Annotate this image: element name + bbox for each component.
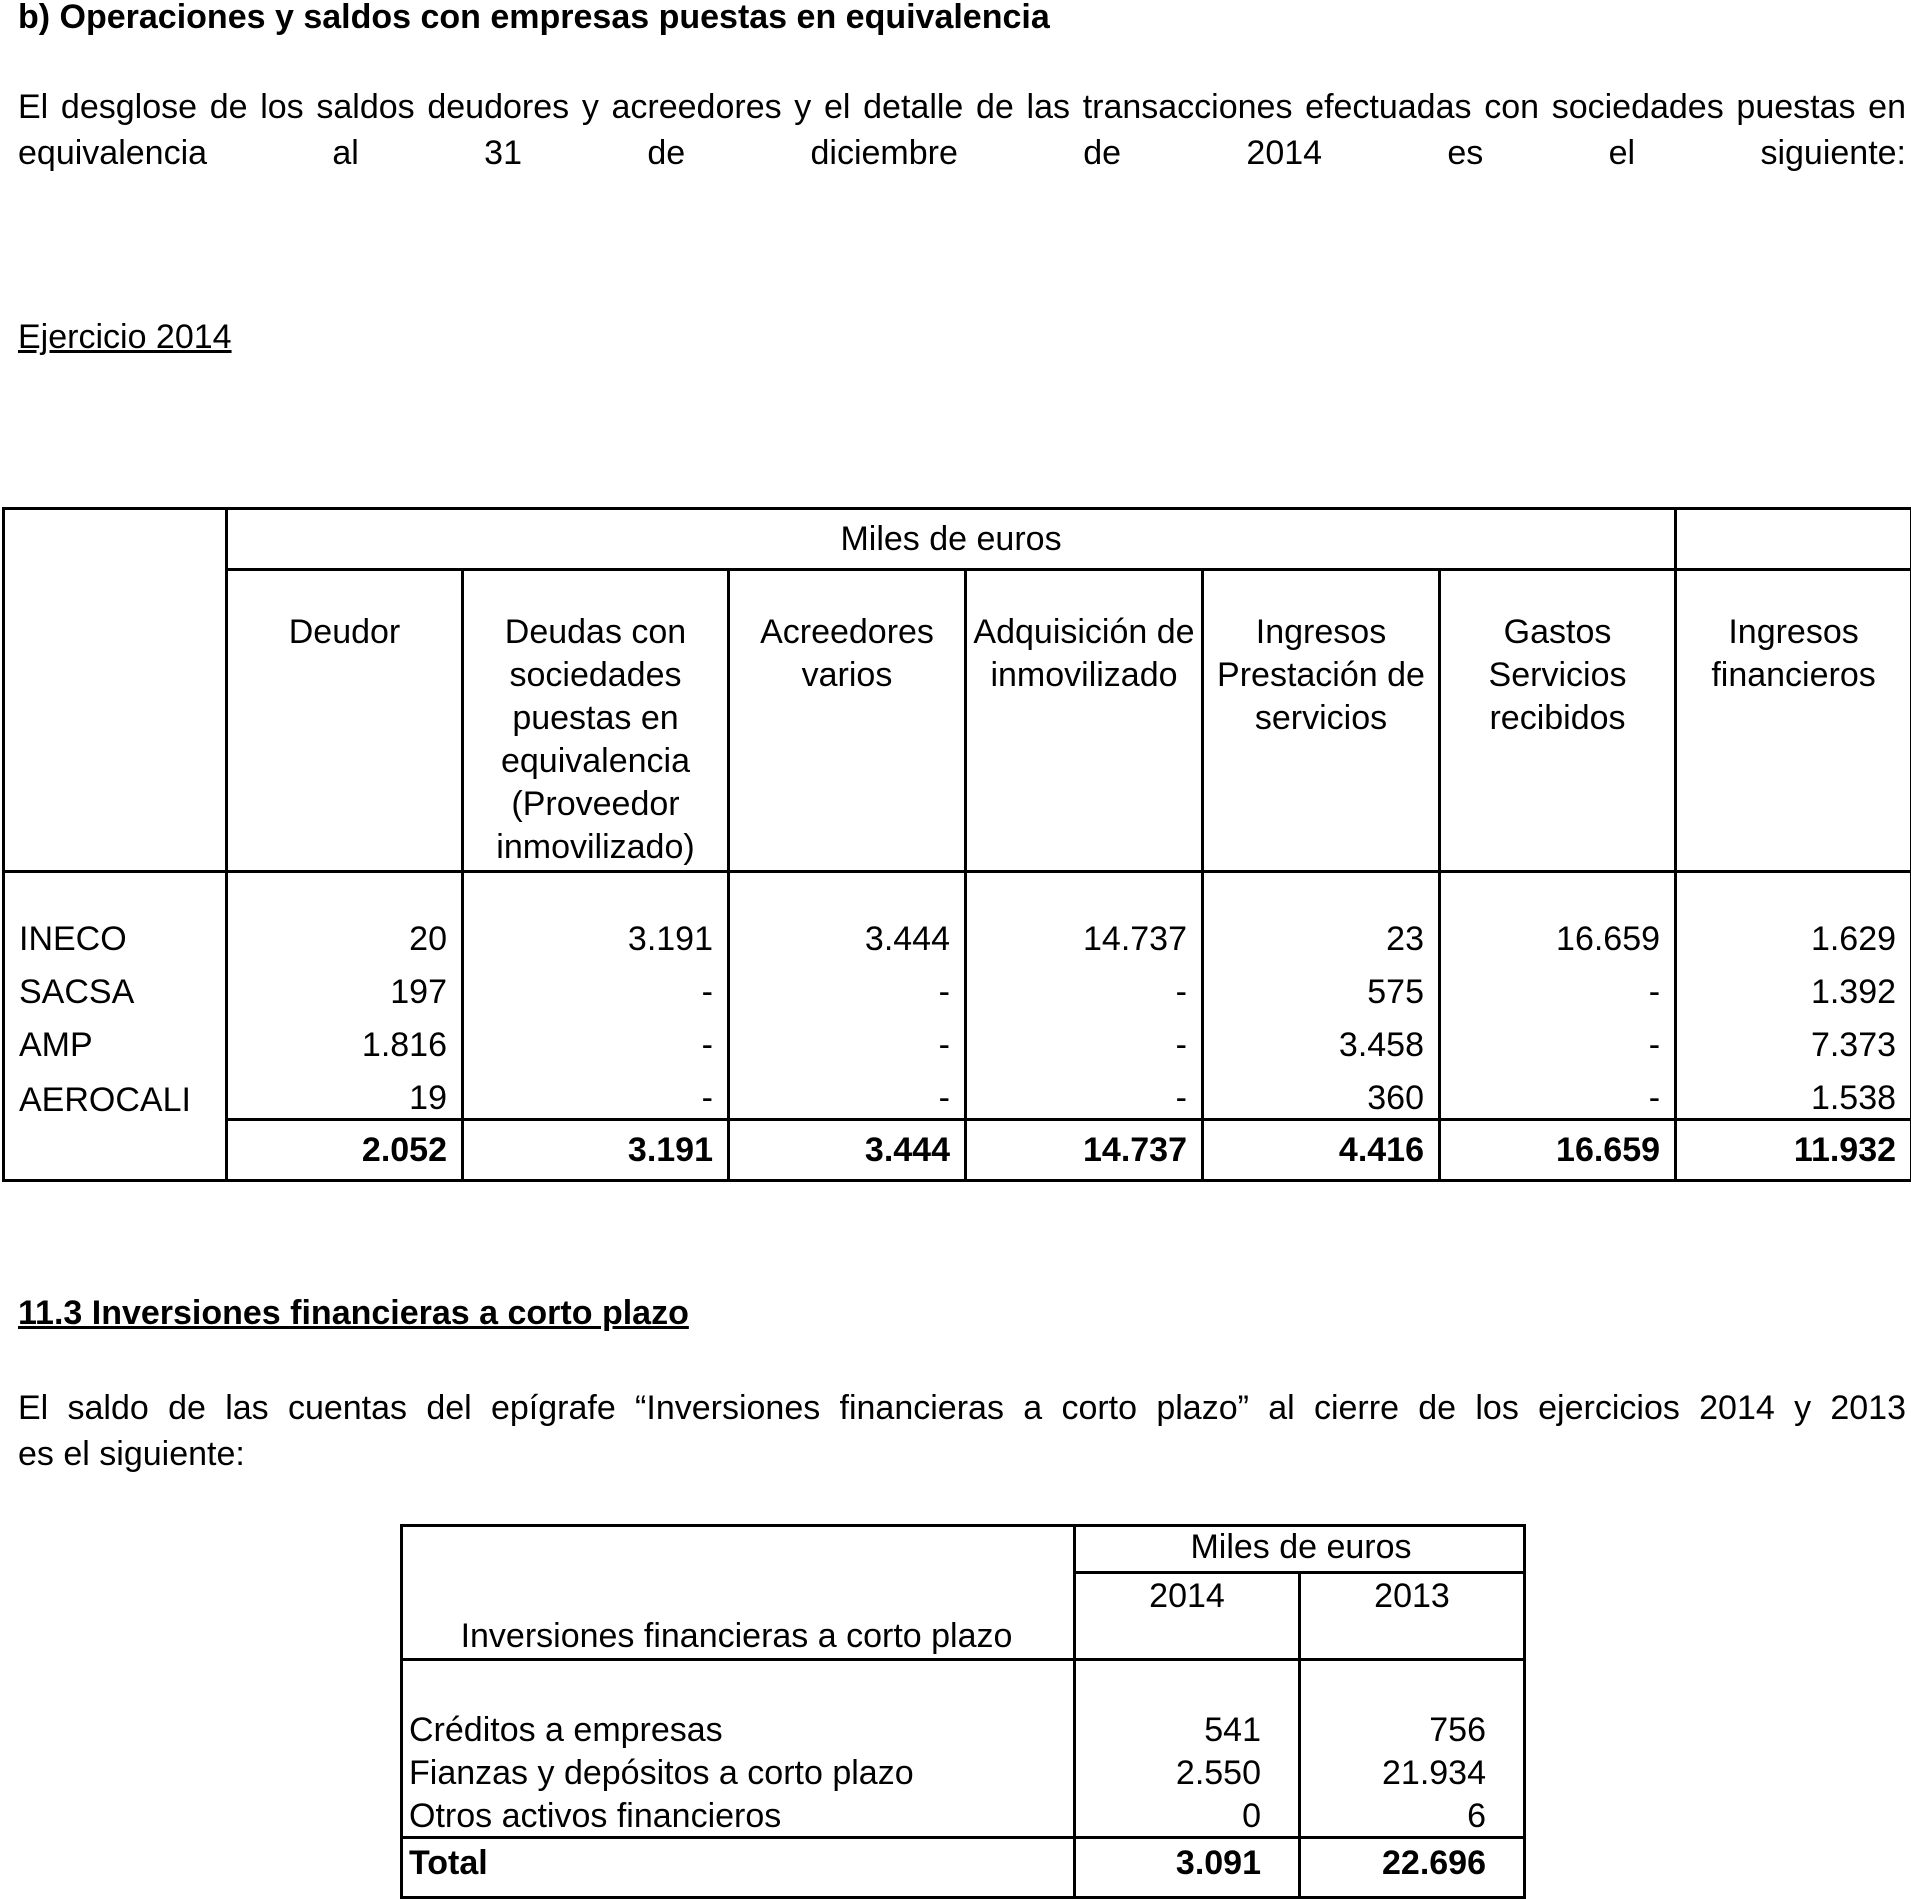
- cell-value: -: [1440, 1012, 1676, 1065]
- total-value: 14.737: [966, 1120, 1203, 1181]
- totals-label-cell: [4, 1120, 227, 1181]
- cell-value: 3.191: [463, 872, 729, 960]
- cell-value: 7.373: [1676, 1012, 1911, 1065]
- cell-value: -: [729, 1065, 966, 1120]
- section-113-paragraph-line1: El saldo de las cuentas del epígrafe “Inversiones financieras a corto plazo” al cierre de los ejercicios 2014 y 2013: [18, 1389, 1906, 1427]
- row-name: AEROCALI: [4, 1065, 227, 1120]
- row-name: AMP: [4, 1012, 227, 1065]
- table2-total-2013: 22.696: [1382, 1844, 1486, 1882]
- cell-value: 541: [1204, 1711, 1261, 1749]
- cell-value: 197: [227, 959, 463, 1012]
- cell-value: 1.816: [227, 1012, 463, 1065]
- cell-value: 14.737: [966, 872, 1203, 960]
- table2-row-names: [409, 1709, 914, 1838]
- table2-col-2013: [1301, 1709, 1486, 1838]
- table1-empty-header: [1676, 509, 1911, 570]
- totals-row: [4, 1120, 1911, 1181]
- section-113-paragraph-line2: es el siguiente:: [18, 1435, 245, 1473]
- list-item: Otros activos financieros: [409, 1797, 782, 1835]
- cell-value: 21.934: [1382, 1754, 1486, 1792]
- table2-total-label: Total: [409, 1844, 488, 1882]
- table1-group-header: Miles de euros: [227, 509, 1676, 570]
- cell-value: -: [966, 959, 1203, 1012]
- cell-value: 3.444: [729, 872, 966, 960]
- table2-total-2014: 3.091: [1175, 1844, 1261, 1882]
- cell-value: -: [1440, 959, 1676, 1012]
- col-header-deudas: Deudas con sociedades puestas en equivalencia (Proveedor inmovilizado): [463, 570, 729, 872]
- total-value: 2.052: [227, 1120, 463, 1181]
- table1-corner-cell: [4, 509, 227, 872]
- cell-value: -: [1440, 1065, 1676, 1120]
- cell-value: 575: [1203, 959, 1440, 1012]
- list-item: Fianzas y depósitos a corto plazo: [409, 1754, 914, 1792]
- total-value: 3.444: [729, 1120, 966, 1181]
- total-value: 11.932: [1676, 1120, 1911, 1181]
- cell-value: 3.458: [1203, 1012, 1440, 1065]
- cell-value: 16.659: [1440, 872, 1676, 960]
- list-item: Créditos a empresas: [409, 1711, 723, 1749]
- subheading-ejercicio: Ejercicio 2014: [18, 318, 232, 356]
- transactions-table: [2, 507, 1911, 1182]
- total-value: 16.659: [1440, 1120, 1676, 1181]
- table-row: [4, 959, 1911, 1012]
- table2-row-header: Inversiones financieras a corto plazo: [460, 1617, 1013, 1655]
- col-header-adquisicion: Adquisición de inmovilizado: [966, 570, 1203, 872]
- table2-col-2014: [1076, 1709, 1261, 1838]
- cell-value: -: [463, 1012, 729, 1065]
- section-113-title: 11.3 Inversiones financieras a corto plazo: [18, 1294, 689, 1332]
- table-row: [4, 1012, 1911, 1065]
- cell-value: 20: [227, 872, 463, 960]
- cell-value: 23: [1203, 872, 1440, 960]
- row-name: INECO: [4, 872, 227, 960]
- cell-value: -: [729, 1012, 966, 1065]
- cell-value: 1.392: [1676, 959, 1911, 1012]
- table2-year-2013: 2013: [1374, 1577, 1450, 1615]
- cell-value: 1.538: [1676, 1065, 1911, 1120]
- col-header-deudor: Deudor: [227, 570, 463, 872]
- total-value: 4.416: [1203, 1120, 1440, 1181]
- cell-value: -: [463, 959, 729, 1012]
- table-row: [4, 872, 1911, 960]
- cell-value: 2.550: [1175, 1754, 1261, 1792]
- cell-value: 6: [1467, 1797, 1486, 1835]
- intro-paragraph-text: El desglose de los saldos deudores y acreedores y el detalle de las transacciones efectuadas con sociedades puestas en equivalencia al 31 de diciembre de 2014 es el siguiente:: [18, 88, 1906, 172]
- row-name: SACSA: [4, 959, 227, 1012]
- cell-value: 19: [227, 1065, 463, 1120]
- table2-group-header: Miles de euros: [1190, 1528, 1412, 1566]
- cell-value: -: [729, 959, 966, 1012]
- investments-table: [400, 1524, 1526, 1899]
- total-value: 3.191: [463, 1120, 729, 1181]
- col-header-ingresos-prestacion: Ingresos Prestación de servicios: [1203, 570, 1440, 872]
- section-113-paragraph: [18, 1385, 1906, 1477]
- cell-value: -: [966, 1012, 1203, 1065]
- col-header-acreedores: Acreedores varios: [729, 570, 966, 872]
- cell-value: 0: [1242, 1797, 1261, 1835]
- cell-value: 360: [1203, 1065, 1440, 1120]
- cell-value: -: [463, 1065, 729, 1120]
- section-title: b) Operaciones y saldos con empresas puestas en equivalencia: [18, 0, 1050, 36]
- col-header-gastos: Gastos Servicios recibidos: [1440, 570, 1676, 872]
- cell-value: -: [966, 1065, 1203, 1120]
- cell-value: 1.629: [1676, 872, 1911, 960]
- col-header-ingresos-financieros: Ingresos financieros: [1676, 570, 1911, 872]
- cell-value: 756: [1429, 1711, 1486, 1749]
- intro-paragraph: [18, 84, 1906, 176]
- table2-year-2014: 2014: [1149, 1577, 1225, 1615]
- table-row: [4, 1065, 1911, 1120]
